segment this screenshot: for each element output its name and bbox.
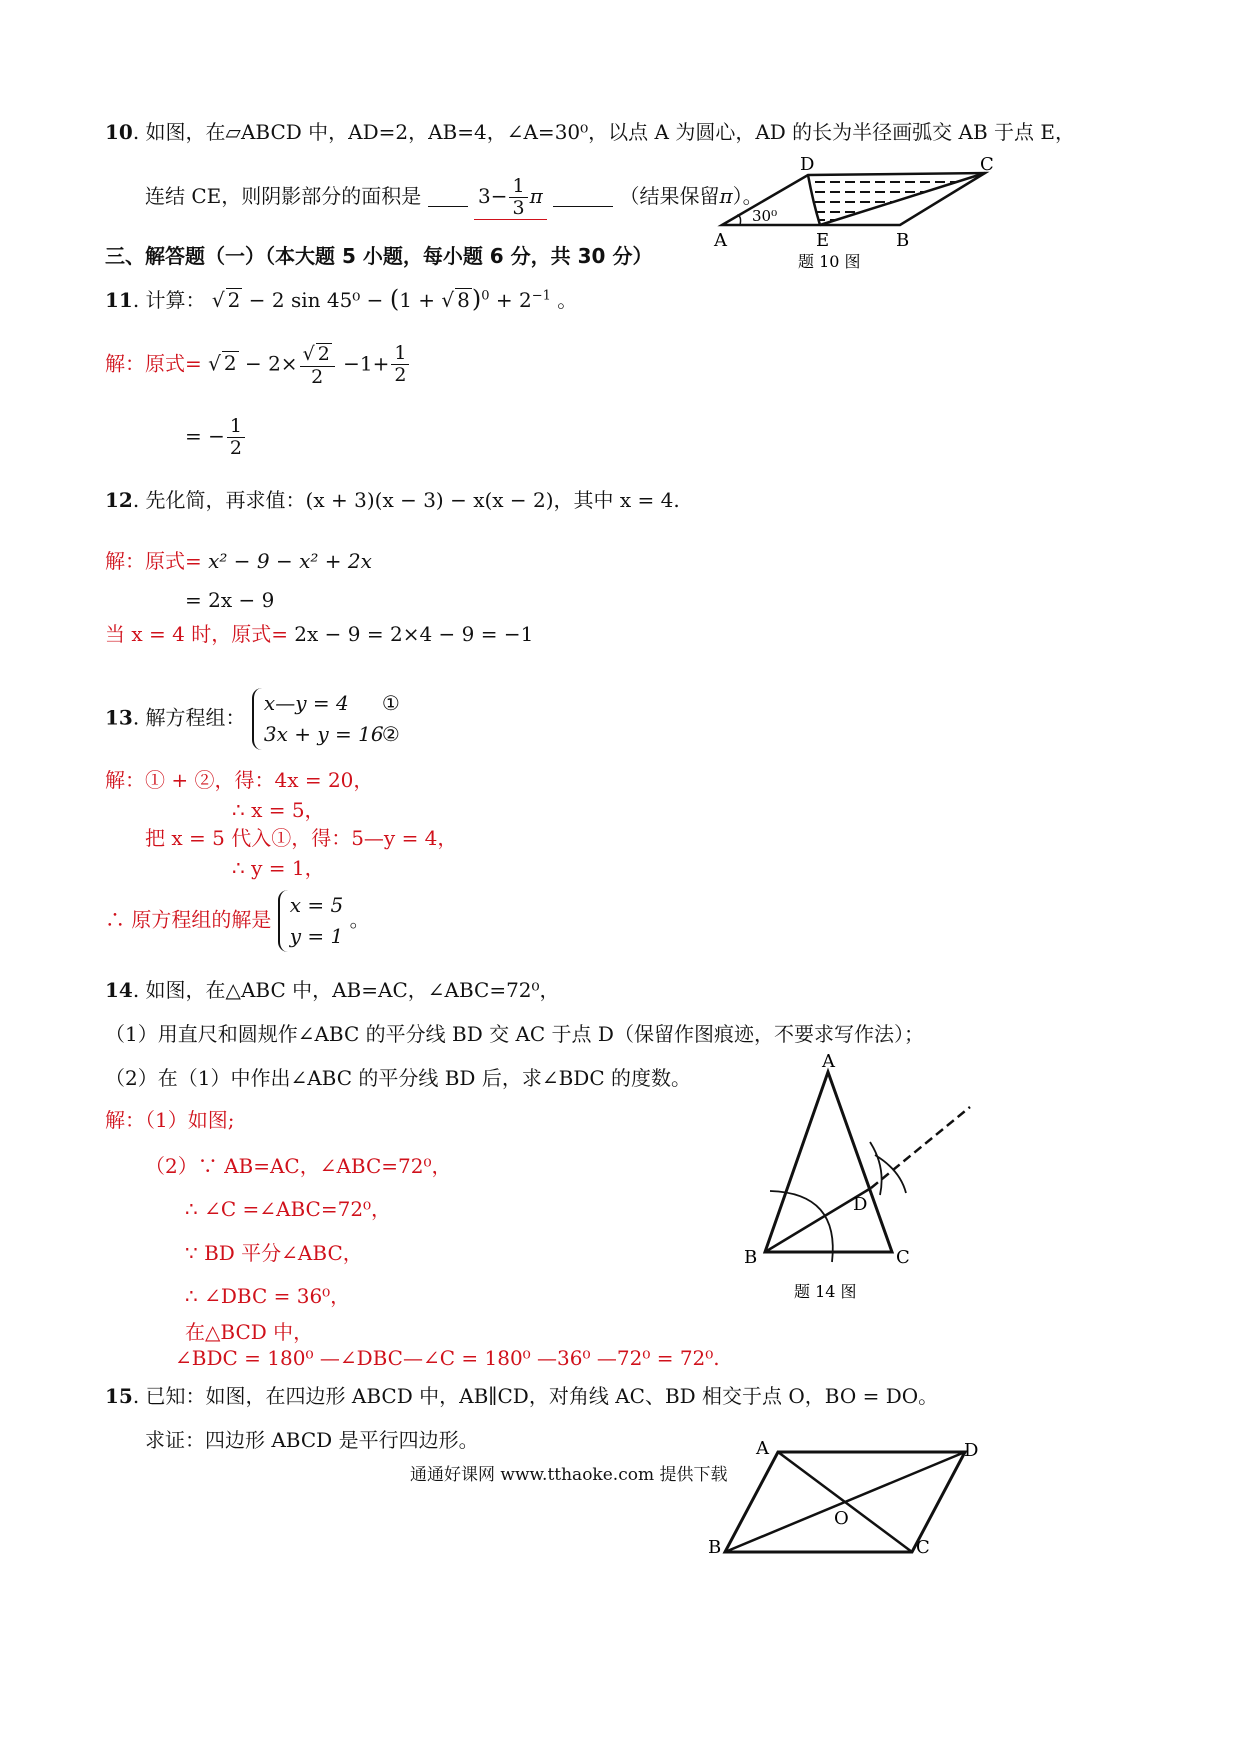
q10-answer xyxy=(474,176,547,220)
q10-label-d: D xyxy=(800,154,815,175)
q10-line1 xyxy=(105,116,1075,145)
q14-sol2: （2）∵ AB=AC，∠ABC=72⁰， xyxy=(145,1154,452,1178)
q11-solution-line1: 解：原式= √ 2 − 2× $\frac{√ 2}{2}$ −1+ $\frac{1}{2}$ xyxy=(105,342,411,388)
q10-text: . 如图，在▱ABCD 中，AD=2，AB=4，∠A=30⁰，以点 A 为圆心，AD 的长为半径画弧交 AB 于点 E， xyxy=(132,120,1075,144)
q12-solution-line2: = 2x − 9 xyxy=(185,588,275,612)
q14-sol3: ∴ ∠C =∠ABC=72⁰， xyxy=(185,1197,392,1221)
q10-label-a: A xyxy=(714,230,727,251)
page-footer: 通通好课网 www.tthaoke.com 提供下载 xyxy=(410,1465,728,1485)
q14-label-b: B xyxy=(744,1247,758,1268)
q10-line2-suffix: （结果保留 xyxy=(619,184,720,208)
q13-step1: 解：① + ②，得：4x = 20， xyxy=(105,768,374,792)
q11-number: 11 xyxy=(105,288,133,312)
q10-label-b: B xyxy=(896,230,910,251)
q10-answer-pi: π xyxy=(529,184,543,208)
q14-label-c: C xyxy=(896,1247,910,1268)
q14-part1: （1）用直尺和圆规作∠ABC 的平分线 BD 交 AC 于点 D（保留作图痕迹，不要求写作法）； xyxy=(105,1022,924,1046)
q10-label-e: E xyxy=(816,230,830,251)
q15-label-d: D xyxy=(964,1440,979,1461)
q12-solution-line3: 当 x = 4 时，原式= 2x − 9 = 2×4 − 9 = −1 xyxy=(105,622,534,646)
q10-answer-fraction: $\frac{1}{3}$ xyxy=(509,176,527,219)
q10-answer-int: 3 xyxy=(477,184,491,208)
q13-step5: ∴ 原方程组的解是 x = 5 y = 1 。 xyxy=(105,890,370,952)
q15-prove: 求证：四边形 ABCD 是平行四边形。 xyxy=(145,1428,479,1452)
q15-stem: 15. 已知：如图，在四边形 ABCD 中，AB∥CD，对角线 AC、BD 相交于点 O，BO = DO。 xyxy=(105,1384,939,1408)
q12-stem: 12. 先化简，再求值：(x + 3)(x − 3) − x(x − 2)，其中 x = 4. xyxy=(105,488,680,512)
q13-step2: ∴ x = 5， xyxy=(232,798,325,822)
q10-answer-minus: − xyxy=(490,184,508,208)
q14-label-d: D xyxy=(853,1194,868,1215)
q14-caption: 题 14 图 xyxy=(794,1282,857,1301)
q13-step4: ∴ y = 1， xyxy=(232,856,325,880)
q14-sol5: ∴ ∠DBC = 36⁰， xyxy=(185,1284,351,1308)
q11-result: = − $\frac{1}{2}$ xyxy=(185,416,247,459)
q15-label-o: O xyxy=(834,1508,849,1529)
q14-number: 14 xyxy=(105,978,133,1002)
q10-line2: 连结 CE，则阴影部分的面积是 3− $\frac{1}{3}$ π （结果保留π）。 xyxy=(145,175,763,219)
q12-solution-line1: 解：原式= x² − 9 − x² + 2x xyxy=(105,549,372,573)
q10-line2-prefix: 连结 CE，则阴影部分的面积是 xyxy=(145,184,422,208)
q10-blank-right xyxy=(553,206,613,207)
q13-equation-system: x—y = 4 ① 3x + y = 16② xyxy=(252,688,400,750)
q10-number: 10 xyxy=(105,120,133,144)
q14-part2: （2）在（1）中作出∠ABC 的平分线 BD 后，求∠BDC 的度数。 xyxy=(105,1066,691,1090)
q11-solution-fraction2: $\frac{1}{2}$ xyxy=(391,343,409,386)
q12-number: 12 xyxy=(105,488,133,512)
q14-label-a: A xyxy=(822,1051,835,1072)
q13-stem: 13. 解方程组： x—y = 4 ① 3x + y = 16② xyxy=(105,688,400,750)
q10-figure xyxy=(700,150,1020,280)
q10-caption: 题 10 图 xyxy=(798,252,861,271)
q10-angle-label: 30⁰ xyxy=(752,207,778,225)
q14-bisector-extension xyxy=(871,1107,970,1188)
q14-figure xyxy=(730,1045,990,1315)
q14-sol7: ∠BDC = 180⁰ —∠DBC—∠C = 180⁰ —36⁰ —72⁰ = 72⁰. xyxy=(175,1346,720,1370)
q11-solution-fraction: $\frac{√ 2}{2}$ xyxy=(300,342,335,388)
section-title: 三、解答题（一）（本大题 5 小题，每小题 6 分，共 30 分） xyxy=(105,244,653,268)
q14-sol1: 解：（1）如图; xyxy=(105,1108,235,1132)
q15-figure xyxy=(700,1432,1000,1554)
q14-sol6: 在△BCD 中， xyxy=(185,1320,314,1344)
q10-label-c: C xyxy=(980,154,994,175)
q15-number: 15 xyxy=(105,1384,133,1408)
q13-result-system: x = 5 y = 1 xyxy=(278,890,344,952)
q13-number: 13 xyxy=(105,705,133,730)
q13-step3: 把 x = 5 代入①，得：5—y = 4， xyxy=(145,826,458,850)
q10-blank-left xyxy=(428,206,468,207)
q15-label-a: A xyxy=(756,1438,769,1459)
q10-segment-ce xyxy=(820,173,985,225)
q14-sol4: ∵ BD 平分∠ABC， xyxy=(185,1241,363,1265)
q15-label-c: C xyxy=(916,1537,930,1554)
q15-label-b: B xyxy=(708,1537,722,1554)
q11-stem: 11. 计算： √ 2 − 2 sin 45⁰ − (1 + √ $8)^0 + 2^{-1}$ 。 xyxy=(105,285,578,313)
q14-stem: 14. 如图，在△ABC 中，AB=AC，∠ABC=72⁰， xyxy=(105,978,560,1002)
